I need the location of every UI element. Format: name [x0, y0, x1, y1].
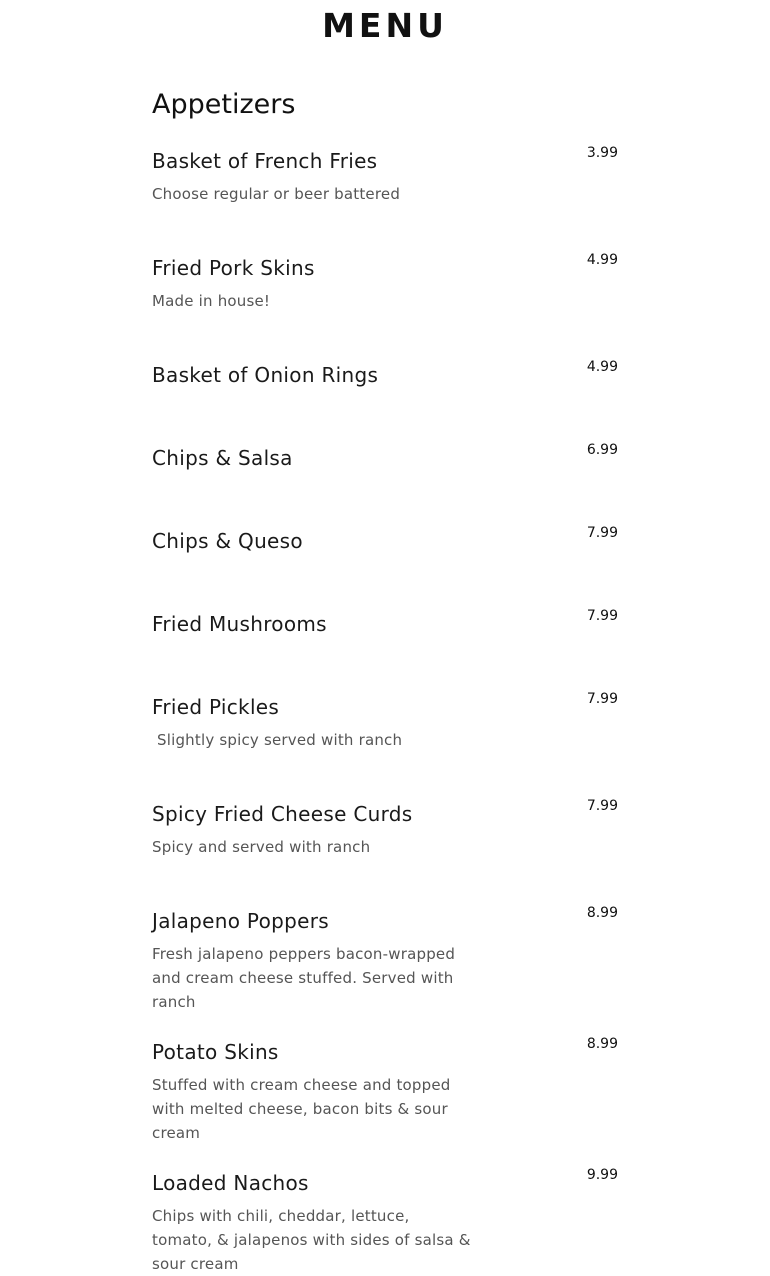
item-description: Fresh jalapeno peppers bacon-wrapped and cream cheese stuffed. Served with ranch [152, 945, 456, 1011]
item-price: 4.99 [586, 252, 618, 268]
item-description: Choose regular or beer battered [152, 185, 401, 203]
item-price: 4.99 [586, 359, 618, 375]
item-price: 7.99 [586, 691, 618, 707]
item-price: 7.99 [586, 525, 618, 541]
item-name: Jalapeno Poppers [152, 909, 329, 933]
item-description: Slightly spicy served with ranch [157, 731, 403, 749]
item-name: Fried Pickles [152, 695, 280, 719]
item-price: 9.99 [586, 1167, 618, 1183]
item-description: Stuffed with cream cheese and topped with melted cheese, bacon bits & sour cream [152, 1076, 451, 1142]
item-price: 6.99 [586, 442, 618, 458]
item-price: 3.99 [586, 145, 618, 161]
item-name: Loaded Nachos [152, 1171, 309, 1195]
item-description: Spicy and served with ranch [152, 838, 371, 856]
menu-title: MENU [322, 6, 448, 45]
item-name: Potato Skins [152, 1040, 279, 1064]
item-price: 8.99 [586, 1036, 618, 1052]
section-title-appetizers: Appetizers [152, 89, 296, 120]
item-price: 8.99 [586, 905, 618, 921]
item-price: 7.99 [586, 608, 618, 624]
item-description: Chips with chili, cheddar, lettuce, tomato, & jalapenos with sides of salsa & sour cream [152, 1207, 471, 1273]
item-name: Basket of Onion Rings [152, 363, 379, 387]
item-name: Chips & Queso [152, 529, 303, 553]
item-name: Fried Pork Skins [152, 256, 315, 280]
item-name: Fried Mushrooms [152, 612, 327, 636]
item-description: Made in house! [152, 292, 271, 310]
item-name: Chips & Salsa [152, 446, 293, 470]
item-name: Basket of French Fries [152, 149, 378, 173]
item-price: 7.99 [586, 798, 618, 814]
item-name: Spicy Fried Cheese Curds [152, 802, 413, 826]
